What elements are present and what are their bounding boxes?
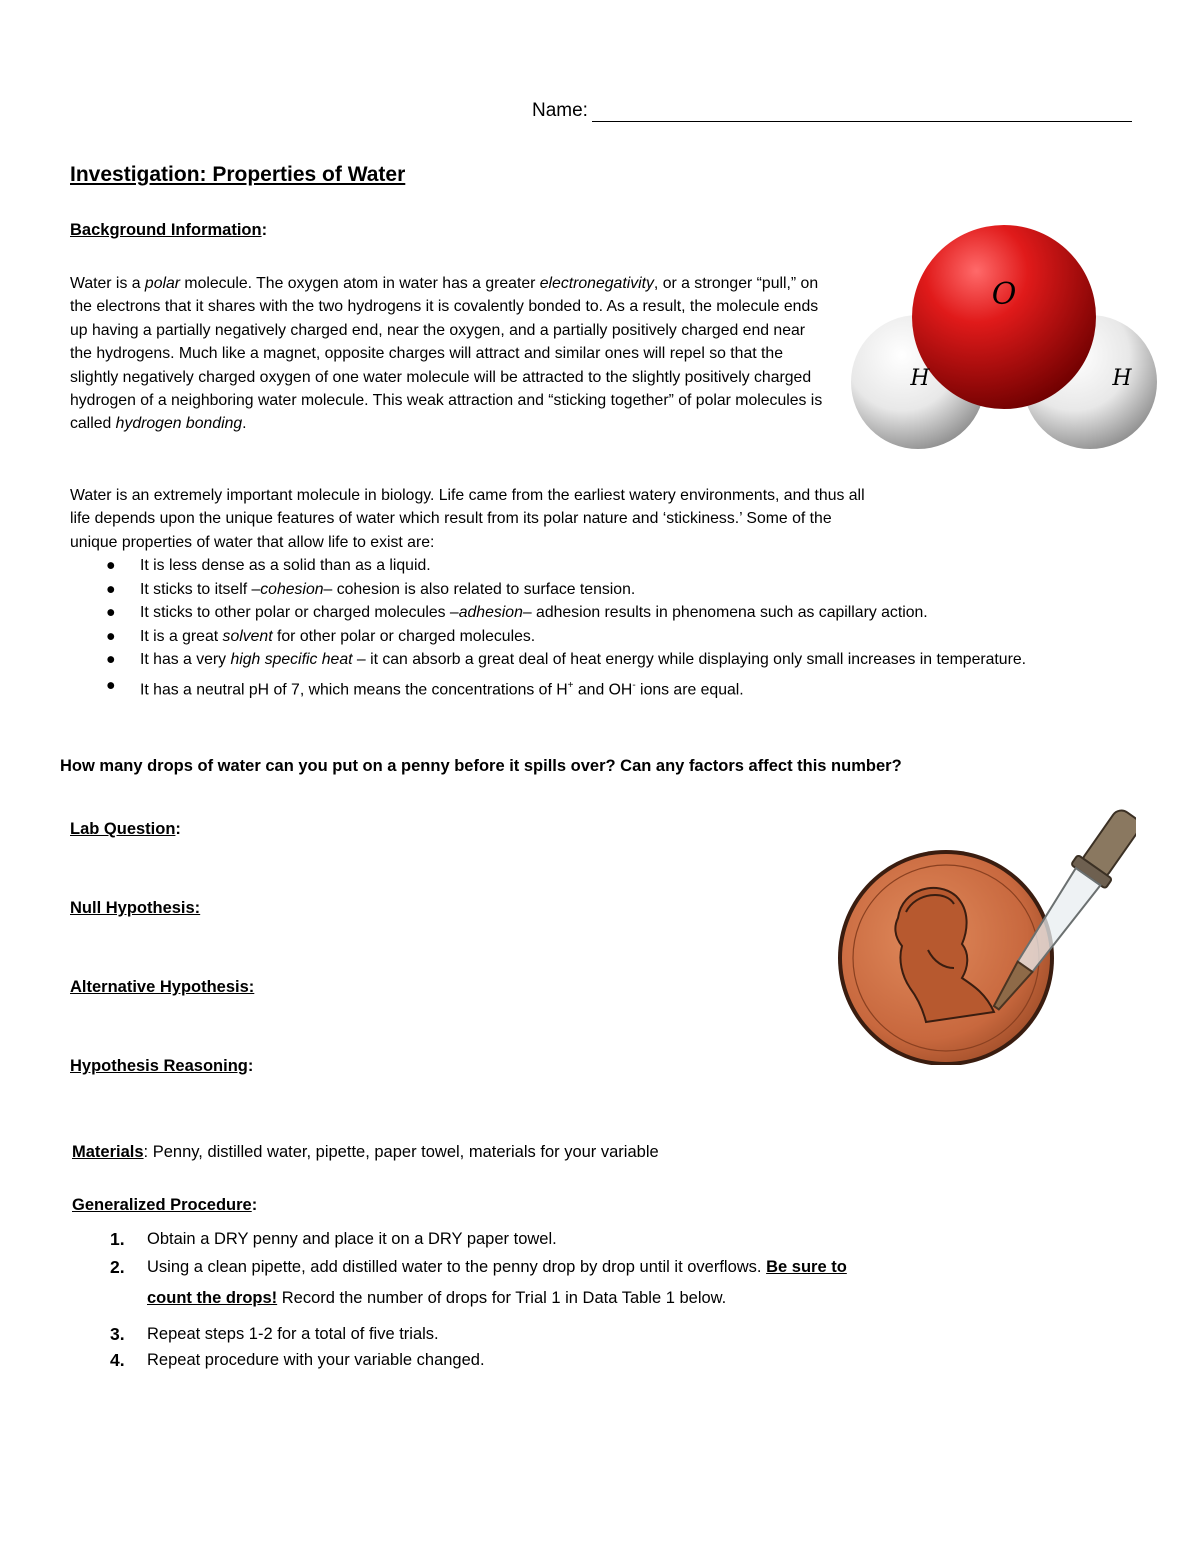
name-blank-line [592,103,1132,122]
penny-pipette-image [836,800,1136,1065]
worksheet-title: Investigation: Properties of Water [70,163,406,186]
list-item: ● It sticks to itself –cohesion– cohesion is also related to surface tension. [106,580,636,598]
background-paragraph-1: Water is a polar molecule. The oxygen atom in water has a greater electronegativity, or a stronger “pull,” on the electrons that it shares with the two hydrogens it is covalently bonded to. As a result, the molecule ends up having a partially negatively charged end, near the oxygen, and a partially positively charged end near the hydrogens. Much like a magnet, opposite charges will attract and similar ones will repel so that the slightly negatively charged oxygen of one water molecule will be attracted to the slightly positively charged hydrogen of a neighboring water molecule. This weak attraction and “sticking together” of polar molecules is called hydrogen bonding. [70,275,823,433]
alternative-hypothesis-heading: Alternative Hypothesis: [70,978,255,996]
oxygen-label: O [991,277,1017,312]
procedure-step: 1. Obtain a DRY penny and place it on a DRY paper towel. [110,1229,557,1249]
water-properties-list [106,554,1096,701]
list-item: ● It sticks to other polar or charged molecules –adhesion– adhesion results in phenomena such as capillary action. [106,604,928,621]
list-item: ● It is a great solvent for other polar or charged molecules. [106,627,536,645]
list-item: ● It has a neutral pH of 7, which means the concentrations of H+ and OH- ions are equal. [106,676,744,698]
list-item: ● It is less dense as a solid than as a liquid. [106,557,431,574]
water-molecule-image [848,222,1160,468]
procedure-step: 3. Repeat steps 1-2 for a total of five trials. [110,1324,439,1344]
null-hypothesis-heading: Null Hypothesis: [70,899,201,917]
oxygen-atom [912,225,1096,409]
background-paragraph-2: Water is an extremely important molecule in biology. Life came from the earliest watery environments, and thus all life depends upon the unique features of water which result from its polar nature and ‘stickiness.’ Some of the unique properties of water that allow life to exist are: [70,487,865,551]
procedure-steps [110,1227,1070,1373]
background-heading: Background Information: [70,221,268,239]
lab-question-heading: Lab Question: [70,820,181,838]
procedure-heading: Generalized Procedure: [72,1196,258,1214]
name-label: Name: [532,100,588,121]
lab-driving-question: How many drops of water can you put on a penny before it spills over? Can any factors affect this number? [60,757,902,775]
hydrogen-label-left: H [910,366,930,391]
hypothesis-reasoning-heading: Hypothesis Reasoning: [70,1057,254,1075]
procedure-step: 4. Repeat procedure with your variable changed. [110,1350,485,1370]
materials-line: Materials: Penny, distilled water, pipette, paper towel, materials for your variable [72,1143,659,1161]
list-item: ● It has a very high specific heat – it can absorb a great deal of heat energy while displaying only small increases in temperature. [106,651,1027,668]
name-field [532,100,1132,122]
procedure-step: 2. Using a clean pipette, add distilled water to the penny drop by drop until it overflows. Be sure to count the drops! Record the number of drops for Trial 1 in Data Table 1 below. [110,1257,847,1307]
hydrogen-label-right: H [1112,366,1132,391]
